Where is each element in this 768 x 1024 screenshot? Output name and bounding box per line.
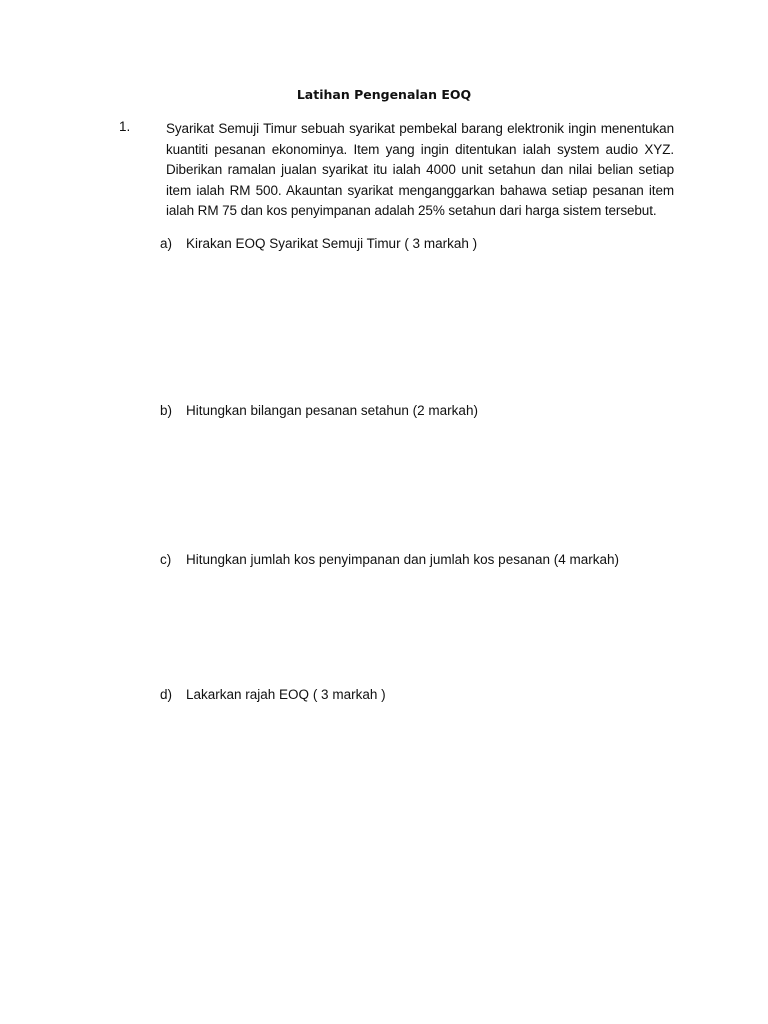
sub-question-b <box>160 403 478 418</box>
document-title: Latihan Pengenalan EOQ <box>296 87 472 102</box>
sub-question-a <box>160 236 477 251</box>
sub-question-label: d) <box>160 687 173 702</box>
sub-question-d <box>160 687 386 702</box>
sub-question-label: b) <box>160 403 173 418</box>
sub-question-text: Lakarkan rajah EOQ ( 3 markah ) <box>186 687 386 702</box>
sub-question-label: a) <box>160 236 173 251</box>
sub-question-label: c) <box>160 552 172 567</box>
question-number: 1. <box>119 119 131 134</box>
sub-question-c <box>160 552 619 567</box>
sub-question-text: Hitungkan jumlah kos penyimpanan dan jumlah kos pesanan (4 markah) <box>186 552 619 567</box>
question-text: Syarikat Semuji Timur sebuah syarikat pembekal barang elektronik ingin menentukan kuantiti pesanan ekonominya. Item yang ingin ditentukan ialah system audio XYZ. Diberikan ramalan jualan syarikat itu ialah 4000 unit setahun dan nilai belian setiap item ialah RM 500. Akauntan syarikat menganggarkan bahawa setiap pesanan item ialah RM 75 dan kos penyimpanan adalah 25% setahun dari harga sistem tersebut. <box>166 121 674 218</box>
sub-question-text: Hitungkan bilangan pesanan setahun (2 markah) <box>186 403 478 418</box>
sub-question-text: Kirakan EOQ Syarikat Semuji Timur ( 3 markah ) <box>186 236 478 251</box>
